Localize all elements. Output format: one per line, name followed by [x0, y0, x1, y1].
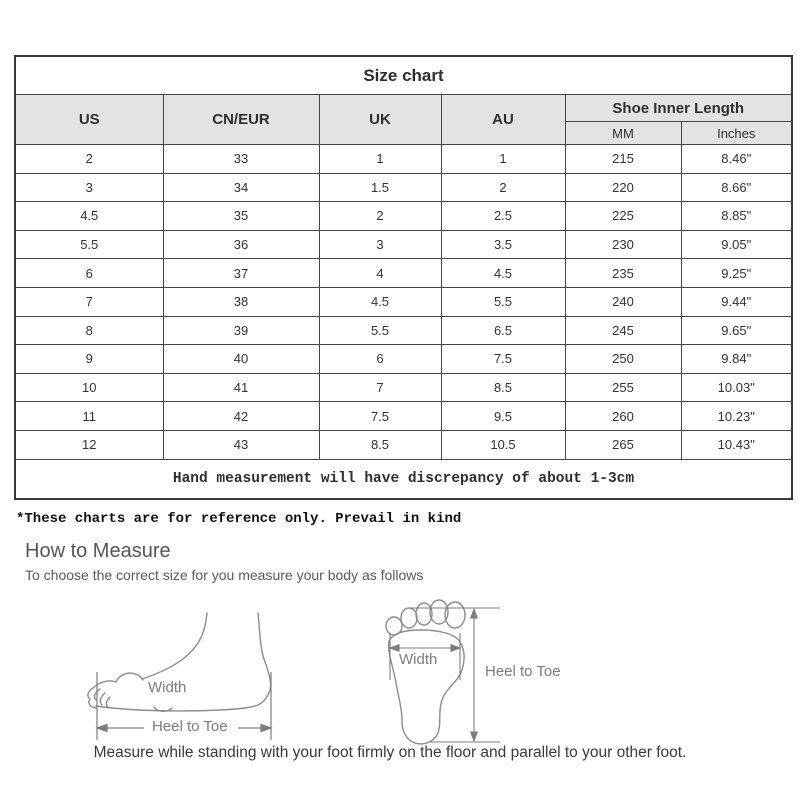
col-header-inches: Inches	[681, 122, 792, 145]
size-table-cell: 3	[15, 173, 163, 202]
size-table-cell: 34	[163, 173, 319, 202]
size-table-cell: 6	[319, 345, 441, 374]
size-table-cell: 4.5	[319, 287, 441, 316]
size-table-cell: 11	[15, 402, 163, 431]
size-table-cell: 9	[15, 345, 163, 374]
size-table-cell: 43	[163, 430, 319, 459]
size-table-cell: 260	[565, 402, 681, 431]
size-table-row	[15, 402, 792, 431]
size-table-cell: 10.5	[441, 430, 565, 459]
size-chart-table	[14, 55, 793, 500]
col-header-mm: MM	[565, 122, 681, 145]
size-table-row	[15, 173, 792, 202]
table-title-row	[15, 56, 792, 95]
size-table-cell: 9.44"	[681, 287, 792, 316]
size-table-cell: 9.25"	[681, 259, 792, 288]
foot-side-view-diagram	[80, 593, 310, 751]
size-table-cell: 10.23"	[681, 402, 792, 431]
size-table-cell: 215	[565, 145, 681, 174]
size-table-cell: 4.5	[441, 259, 565, 288]
size-table-cell: 7	[15, 287, 163, 316]
size-table-cell: 4.5	[15, 202, 163, 231]
size-table-cell: 8.66"	[681, 173, 792, 202]
size-table-row	[15, 316, 792, 345]
size-table-cell: 7	[319, 373, 441, 402]
size-table-cell: 5.5	[441, 287, 565, 316]
size-table-body	[15, 145, 792, 460]
size-table-cell: 2	[319, 202, 441, 231]
size-table-cell: 9.65"	[681, 316, 792, 345]
size-table-cell: 230	[565, 230, 681, 259]
size-table-cell: 240	[565, 287, 681, 316]
size-table-cell: 2	[15, 145, 163, 174]
col-header-cn-eur: CN/EUR	[163, 95, 319, 145]
size-table-cell: 2	[441, 173, 565, 202]
size-table-cell: 3	[319, 230, 441, 259]
table-footnote: Hand measurement will have discrepancy of about 1-3cm	[15, 459, 792, 499]
size-table-cell: 9.84"	[681, 345, 792, 374]
size-table-cell: 1.5	[319, 173, 441, 202]
side-view-heel-to-toe-label: Heel to Toe	[152, 718, 228, 735]
size-table-cell: 38	[163, 287, 319, 316]
size-table-cell: 10	[15, 373, 163, 402]
size-table-cell: 40	[163, 345, 319, 374]
size-table-cell: 9.5	[441, 402, 565, 431]
size-table-cell: 6	[15, 259, 163, 288]
col-header-au: AU	[441, 95, 565, 145]
size-table-cell: 2.5	[441, 202, 565, 231]
size-table-cell: 220	[565, 173, 681, 202]
side-view-width-label: Width	[148, 679, 187, 696]
size-table-cell: 37	[163, 259, 319, 288]
size-table-cell: 8.5	[319, 430, 441, 459]
size-table-cell: 245	[565, 316, 681, 345]
size-table-cell: 39	[163, 316, 319, 345]
foot-sole-view-diagram	[375, 585, 640, 760]
size-table-cell: 5.5	[319, 316, 441, 345]
size-table-cell: 3.5	[441, 230, 565, 259]
size-table-row	[15, 145, 792, 174]
size-table-cell: 33	[163, 145, 319, 174]
size-table-cell: 8	[15, 316, 163, 345]
size-table-row	[15, 345, 792, 374]
size-table-cell: 5.5	[15, 230, 163, 259]
size-table-cell: 8.46"	[681, 145, 792, 174]
size-table-cell: 265	[565, 430, 681, 459]
col-header-us: US	[15, 95, 163, 145]
size-table-row	[15, 373, 792, 402]
size-table-cell: 255	[565, 373, 681, 402]
how-to-measure-heading: How to Measure	[25, 540, 171, 562]
size-table-cell: 6.5	[441, 316, 565, 345]
reference-note: *These charts are for reference only. Prevail in kind	[16, 511, 462, 527]
size-table-row	[15, 230, 792, 259]
size-table-cell: 36	[163, 230, 319, 259]
size-chart-title: Size chart	[15, 56, 792, 95]
measure-caption: Measure while standing with your foot firmly on the floor and parallel to your other foot.	[93, 744, 687, 761]
size-table-cell: 12	[15, 430, 163, 459]
size-table-cell: 10.43"	[681, 430, 792, 459]
col-header-uk: UK	[319, 95, 441, 145]
size-table-row	[15, 202, 792, 231]
size-table-cell: 42	[163, 402, 319, 431]
size-table-row	[15, 287, 792, 316]
col-header-shoe-inner-length: Shoe Inner Length	[565, 95, 792, 122]
size-table-cell: 10.03"	[681, 373, 792, 402]
table-footnote-row	[15, 459, 792, 499]
how-to-measure-subtitle: To choose the correct size for you measure your body as follows	[25, 567, 424, 583]
size-table-row	[15, 259, 792, 288]
size-table-cell: 225	[565, 202, 681, 231]
size-table-cell: 4	[319, 259, 441, 288]
size-table-cell: 8.85"	[681, 202, 792, 231]
size-table-cell: 35	[163, 202, 319, 231]
size-table-cell: 1	[319, 145, 441, 174]
size-table-cell: 8.5	[441, 373, 565, 402]
size-table-cell: 41	[163, 373, 319, 402]
size-table-cell: 9.05"	[681, 230, 792, 259]
size-table-cell: 1	[441, 145, 565, 174]
size-table-cell: 7.5	[319, 402, 441, 431]
size-table-cell: 7.5	[441, 345, 565, 374]
size-table-cell: 235	[565, 259, 681, 288]
sole-view-heel-to-toe-label: Heel to Toe	[485, 663, 561, 680]
table-header-row	[15, 95, 792, 122]
size-table-row	[15, 430, 792, 459]
sole-view-width-label: Width	[399, 651, 438, 668]
size-table-cell: 250	[565, 345, 681, 374]
